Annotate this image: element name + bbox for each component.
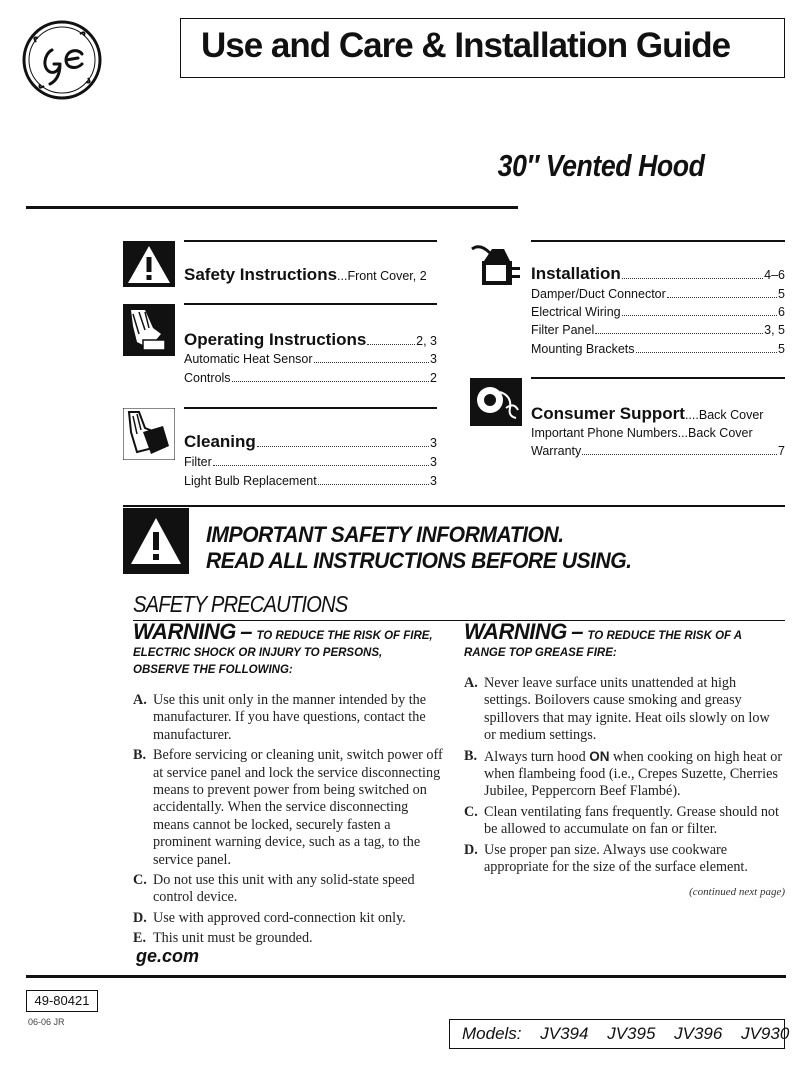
models-box (449, 1019, 790, 1049)
guide-title: Use and Care & Installation Guide (201, 26, 731, 65)
safety-precautions-title: SAFETY PRECAUTIONS (133, 591, 348, 617)
toc-item-warranty[interactable]: Warranty 7 (531, 444, 785, 458)
warning-heading: WARNING – TO REDUCE THE RISK OF FIRE, ELECTRIC SHOCK OR INJURY TO PERSONS, OBSERVE THE FOLLOWING: (133, 619, 433, 676)
list-item: B. Always turn hood ON when cooking on high heat or when flambeing food (i.e., Crepes Suzette, Cherries Jubilee, Peppercorn Beef Flambé). (464, 747, 783, 800)
toc-consumer-support[interactable]: Consumer Support....Back Cover (531, 404, 764, 423)
banner-divider (123, 505, 785, 507)
toc-item-filter-panel[interactable]: Filter Panel 3, 5 (531, 323, 785, 337)
hand-cleaning-icon (123, 408, 175, 460)
list-item: B. Before servicing or cleaning unit, switch power off at service panel and lock the service disconnecting means to prevent power from being switched on accidentally. When the service disconnecting means cannot be locked, securely fasten a prominent warning device, such as a tag, to the service panel. (133, 747, 443, 868)
plug-icon (470, 241, 522, 293)
warning-column-left (133, 619, 445, 951)
part-number: 49-80421 (26, 990, 98, 1012)
warning-heading: WARNING – TO REDUCE THE RISK OF A RANGE TOP GREASE FIRE: (464, 619, 743, 659)
toc-divider (184, 407, 437, 409)
toc-item-filter[interactable]: Filter 3 (184, 455, 437, 469)
toc-safety-instructions[interactable]: Safety Instructions...Front Cover, 2 (184, 265, 427, 284)
list-item: A. Use this unit only in the manner intended by the manufacturer. If you have questions, contact the manufacturer. (133, 692, 427, 743)
list-item: A. Never leave surface units unattended at high settings. Boilovers cause smoking and greasy spillovers that may ignite. Heat oils slowly on low or medium settings. (464, 675, 770, 744)
list-item: C. Do not use this unit with any solid-state speed control device. (133, 872, 415, 906)
model-number: JV396 (674, 1024, 723, 1043)
continued-note: (continued next page) (689, 886, 785, 899)
toc-item-light-bulb-replacement[interactable]: Light Bulb Replacement 3 (184, 474, 437, 488)
list-item: E. This unit must be grounded. (133, 930, 313, 947)
warning-list (464, 675, 785, 876)
list-item: C. Clean ventilating fans frequently. Grease should not be allowed to accumulate on fan or filter. (464, 803, 779, 838)
ge-logo (22, 20, 102, 100)
warning-triangle-icon (123, 508, 189, 574)
list-item: D. Use proper pan size. Always use cookware appropriate for the size of the surface element. (464, 841, 748, 876)
toc-item-damper-duct-connector[interactable]: Damper/Duct Connector 5 (531, 287, 785, 301)
product-subtitle: 30″ Vented Hood (497, 148, 704, 183)
models-label: Models: (462, 1024, 522, 1043)
toc-divider (531, 377, 785, 379)
warning-column-right (464, 619, 785, 899)
model-number: JV930 (741, 1024, 790, 1043)
toc-operating-instructions[interactable]: Operating Instructions 2, 3 (184, 330, 437, 349)
hand-pressing-icon (123, 304, 175, 356)
guide-title-box (180, 18, 785, 78)
website-link[interactable]: ge.com (136, 946, 200, 966)
header-divider (26, 206, 518, 209)
date-code: 06-06 JR (28, 1017, 65, 1027)
toc-installation[interactable]: Installation 4–6 (531, 264, 785, 283)
toc-divider (531, 240, 785, 242)
model-number: JV395 (607, 1024, 656, 1043)
list-item: D. Use with approved cord-connection kit only. (133, 909, 406, 926)
phone-icon (470, 378, 522, 426)
model-number: JV394 (540, 1024, 589, 1043)
toc-item-mounting-brackets[interactable]: Mounting Brackets 5 (531, 342, 785, 356)
warning-list (133, 692, 445, 948)
toc-divider (184, 303, 437, 305)
toc-cleaning[interactable]: Cleaning 3 (184, 432, 437, 451)
warning-triangle-icon (123, 241, 175, 287)
important-safety-heading: IMPORTANT SAFETY INFORMATION. READ ALL INSTRUCTIONS BEFORE USING. (206, 522, 632, 573)
toc-item-important-phone-numbers[interactable]: Important Phone Numbers ... Back Cover (531, 426, 753, 440)
toc-item-electrical-wiring[interactable]: Electrical Wiring 6 (531, 305, 785, 319)
footer-divider (26, 975, 786, 978)
toc-divider (184, 240, 437, 242)
toc-item-automatic-heat-sensor[interactable]: Automatic Heat Sensor 3 (184, 352, 437, 366)
toc-item-controls[interactable]: Controls 2 (184, 371, 437, 385)
